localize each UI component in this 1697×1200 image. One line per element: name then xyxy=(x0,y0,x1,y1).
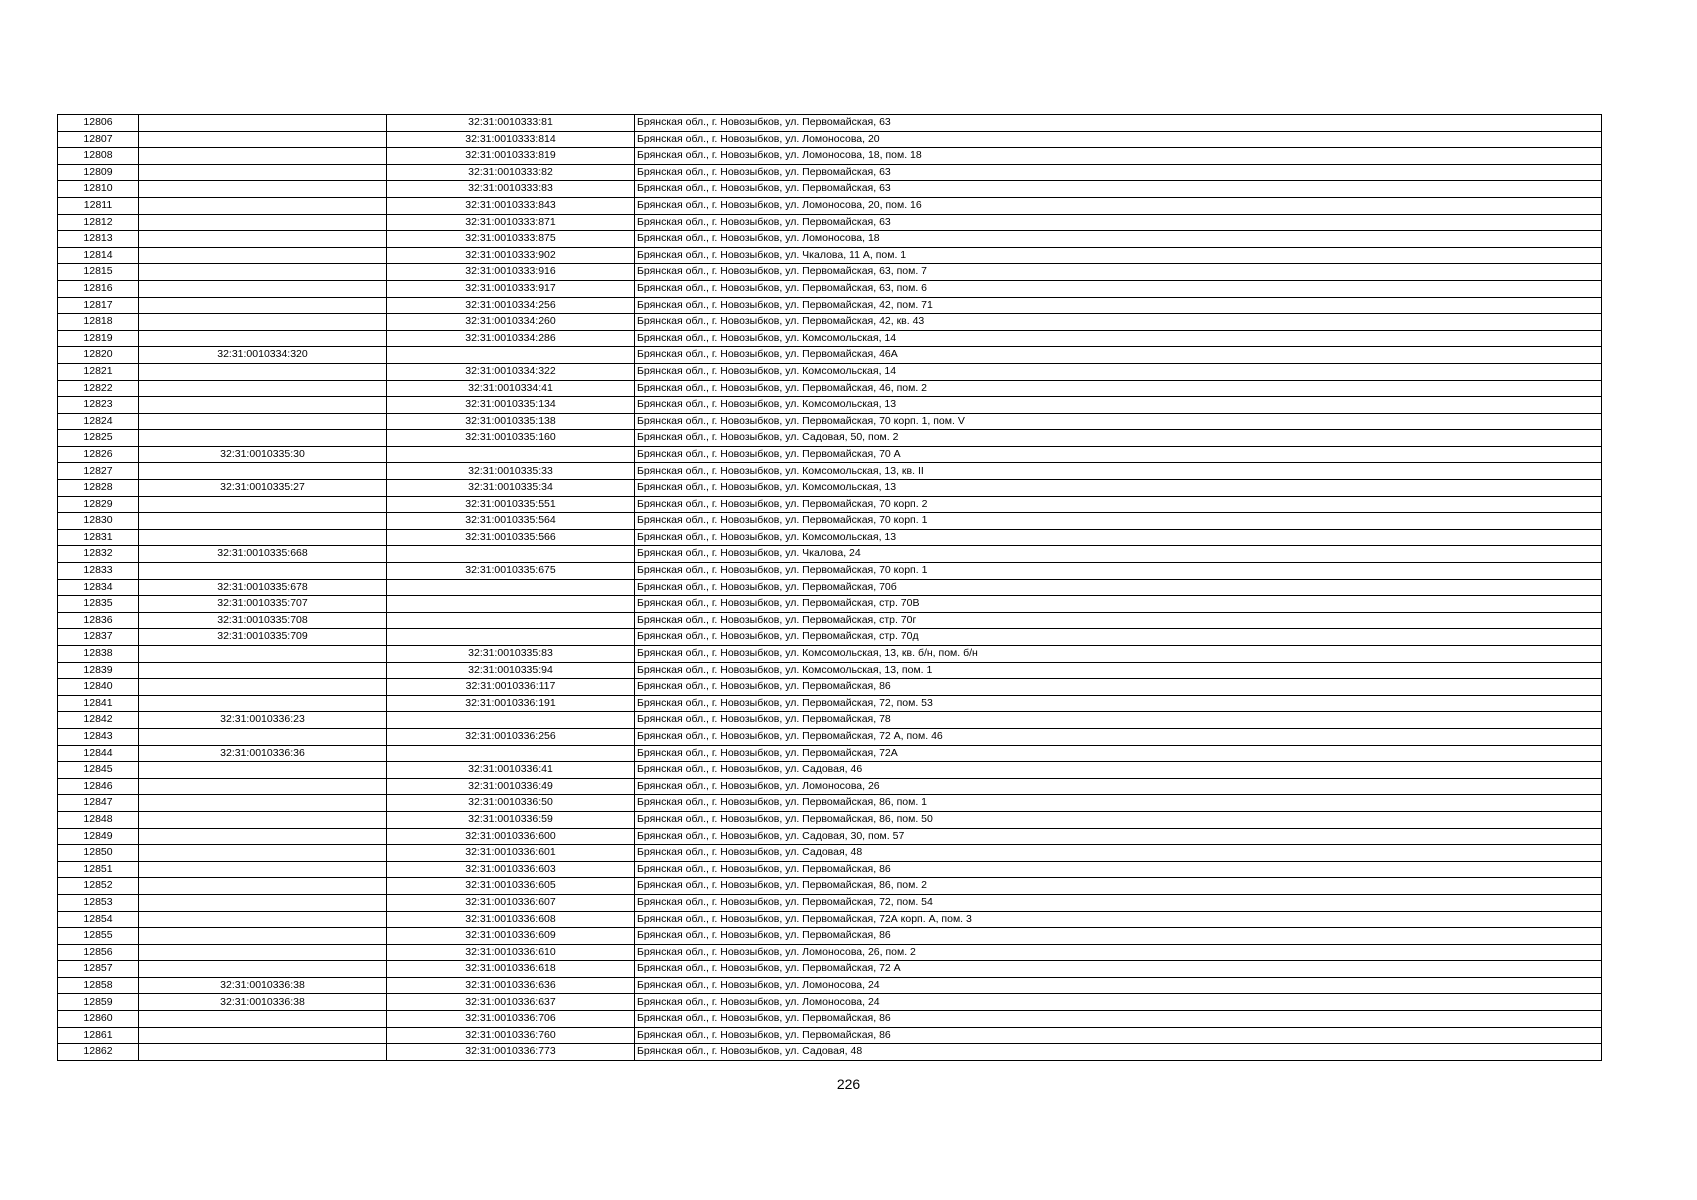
building-cadastral-number-cell: 32:31:0010336:600 xyxy=(387,828,635,845)
row-number-cell: 12829 xyxy=(58,496,139,513)
land-cadastral-number-cell xyxy=(139,496,387,513)
table-row xyxy=(58,297,1602,314)
address-cell: Брянская обл., г. Новозыбков, ул. Первомайская, 86 xyxy=(635,928,1602,945)
address-cell: Брянская обл., г. Новозыбков, ул. Комсомольская, 13, кв. II xyxy=(635,463,1602,480)
building-cadastral-number-cell: 32:31:0010335:675 xyxy=(387,563,635,580)
building-cadastral-number-cell: 32:31:0010336:41 xyxy=(387,762,635,779)
row-number-cell: 12826 xyxy=(58,446,139,463)
address-cell: Брянская обл., г. Новозыбков, ул. Чкалова, 11 А, пом. 1 xyxy=(635,247,1602,264)
row-number-cell: 12813 xyxy=(58,231,139,248)
address-cell: Брянская обл., г. Новозыбков, ул. Первомайская, 46, пом. 2 xyxy=(635,380,1602,397)
table-row xyxy=(58,894,1602,911)
page-number: 226 xyxy=(836,1076,861,1092)
address-cell: Брянская обл., г. Новозыбков, ул. Первомайская, 70 корп. 1 xyxy=(635,563,1602,580)
row-number-cell: 12854 xyxy=(58,911,139,928)
building-cadastral-number-cell: 32:31:0010335:33 xyxy=(387,463,635,480)
land-cadastral-number-cell xyxy=(139,1044,387,1061)
table-row xyxy=(58,446,1602,463)
table-row xyxy=(58,231,1602,248)
land-cadastral-number-cell xyxy=(139,762,387,779)
row-number-cell: 12853 xyxy=(58,894,139,911)
address-cell: Брянская обл., г. Новозыбков, ул. Комсомольская, 14 xyxy=(635,363,1602,380)
row-number-cell: 12817 xyxy=(58,297,139,314)
building-cadastral-number-cell: 32:31:0010333:917 xyxy=(387,280,635,297)
land-cadastral-number-cell xyxy=(139,778,387,795)
row-number-cell: 12825 xyxy=(58,430,139,447)
land-cadastral-number-cell: 32:31:0010335:678 xyxy=(139,579,387,596)
table-row xyxy=(58,612,1602,629)
registry-table-body xyxy=(58,115,1602,1061)
land-cadastral-number-cell: 32:31:0010336:23 xyxy=(139,712,387,729)
address-cell: Брянская обл., г. Новозыбков, ул. Комсомольская, 13, кв. б/н, пом. б/н xyxy=(635,646,1602,663)
address-cell: Брянская обл., г. Новозыбков, ул. Садовая, 50, пом. 2 xyxy=(635,430,1602,447)
address-cell: Брянская обл., г. Новозыбков, ул. Первомайская, 70б xyxy=(635,579,1602,596)
building-cadastral-number-cell: 32:31:0010335:138 xyxy=(387,413,635,430)
building-cadastral-number-cell xyxy=(387,347,635,364)
row-number-cell: 12811 xyxy=(58,197,139,214)
table-row xyxy=(58,413,1602,430)
row-number-cell: 12839 xyxy=(58,662,139,679)
row-number-cell: 12836 xyxy=(58,612,139,629)
land-cadastral-number-cell xyxy=(139,911,387,928)
land-cadastral-number-cell xyxy=(139,828,387,845)
table-row xyxy=(58,181,1602,198)
address-cell: Брянская обл., г. Новозыбков, ул. Первомайская, 63 xyxy=(635,214,1602,231)
table-row xyxy=(58,546,1602,563)
building-cadastral-number-cell: 32:31:0010333:83 xyxy=(387,181,635,198)
table-row xyxy=(58,994,1602,1011)
building-cadastral-number-cell: 32:31:0010334:256 xyxy=(387,297,635,314)
address-cell: Брянская обл., г. Новозыбков, ул. Садовая, 30, пом. 57 xyxy=(635,828,1602,845)
land-cadastral-number-cell xyxy=(139,811,387,828)
row-number-cell: 12856 xyxy=(58,944,139,961)
table-row xyxy=(58,745,1602,762)
building-cadastral-number-cell: 32:31:0010333:916 xyxy=(387,264,635,281)
building-cadastral-number-cell xyxy=(387,446,635,463)
row-number-cell: 12848 xyxy=(58,811,139,828)
land-cadastral-number-cell xyxy=(139,894,387,911)
address-cell: Брянская обл., г. Новозыбков, ул. Первомайская, 63 xyxy=(635,181,1602,198)
row-number-cell: 12859 xyxy=(58,994,139,1011)
row-number-cell: 12846 xyxy=(58,778,139,795)
table-row xyxy=(58,463,1602,480)
building-cadastral-number-cell: 32:31:0010335:160 xyxy=(387,430,635,447)
row-number-cell: 12845 xyxy=(58,762,139,779)
land-cadastral-number-cell xyxy=(139,264,387,281)
building-cadastral-number-cell xyxy=(387,745,635,762)
registry-table xyxy=(57,114,1602,1061)
table-row xyxy=(58,695,1602,712)
row-number-cell: 12819 xyxy=(58,330,139,347)
row-number-cell: 12820 xyxy=(58,347,139,364)
address-cell: Брянская обл., г. Новозыбков, ул. Первомайская, 63 xyxy=(635,164,1602,181)
address-cell: Брянская обл., г. Новозыбков, ул. Первомайская, 63, пом. 6 xyxy=(635,280,1602,297)
row-number-cell: 12816 xyxy=(58,280,139,297)
address-cell: Брянская обл., г. Новозыбков, ул. Чкалова, 24 xyxy=(635,546,1602,563)
row-number-cell: 12837 xyxy=(58,629,139,646)
table-row xyxy=(58,314,1602,331)
table-row xyxy=(58,961,1602,978)
address-cell: Брянская обл., г. Новозыбков, ул. Ломоносова, 18 xyxy=(635,231,1602,248)
land-cadastral-number-cell xyxy=(139,413,387,430)
building-cadastral-number-cell: 32:31:0010336:706 xyxy=(387,1011,635,1028)
land-cadastral-number-cell: 32:31:0010336:36 xyxy=(139,745,387,762)
table-row xyxy=(58,728,1602,745)
address-cell: Брянская обл., г. Новозыбков, ул. Садовая, 46 xyxy=(635,762,1602,779)
row-number-cell: 12827 xyxy=(58,463,139,480)
address-cell: Брянская обл., г. Новозыбков, ул. Первомайская, 70 корп. 1, пом. V xyxy=(635,413,1602,430)
row-number-cell: 12855 xyxy=(58,928,139,945)
table-row xyxy=(58,330,1602,347)
address-cell: Брянская обл., г. Новозыбков, ул. Садовая, 48 xyxy=(635,845,1602,862)
building-cadastral-number-cell xyxy=(387,596,635,613)
table-row xyxy=(58,280,1602,297)
land-cadastral-number-cell xyxy=(139,197,387,214)
land-cadastral-number-cell xyxy=(139,1027,387,1044)
building-cadastral-number-cell: 32:31:0010335:566 xyxy=(387,529,635,546)
address-cell: Брянская обл., г. Новозыбков, ул. Ломоносова, 18, пом. 18 xyxy=(635,148,1602,165)
land-cadastral-number-cell: 32:31:0010334:320 xyxy=(139,347,387,364)
land-cadastral-number-cell xyxy=(139,297,387,314)
land-cadastral-number-cell xyxy=(139,247,387,264)
land-cadastral-number-cell: 32:31:0010336:38 xyxy=(139,977,387,994)
address-cell: Брянская обл., г. Новозыбков, ул. Первомайская, стр. 70г xyxy=(635,612,1602,629)
land-cadastral-number-cell xyxy=(139,861,387,878)
table-row xyxy=(58,380,1602,397)
address-cell: Брянская обл., г. Новозыбков, ул. Первомайская, 72 А, пом. 46 xyxy=(635,728,1602,745)
row-number-cell: 12840 xyxy=(58,679,139,696)
row-number-cell: 12842 xyxy=(58,712,139,729)
table-row xyxy=(58,164,1602,181)
building-cadastral-number-cell: 32:31:0010336:601 xyxy=(387,845,635,862)
land-cadastral-number-cell xyxy=(139,646,387,663)
address-cell: Брянская обл., г. Новозыбков, ул. Первомайская, 86 xyxy=(635,1011,1602,1028)
table-row xyxy=(58,148,1602,165)
building-cadastral-number-cell: 32:31:0010334:322 xyxy=(387,363,635,380)
building-cadastral-number-cell: 32:31:0010335:83 xyxy=(387,646,635,663)
building-cadastral-number-cell: 32:31:0010335:564 xyxy=(387,513,635,530)
address-cell: Брянская обл., г. Новозыбков, ул. Первомайская, 70 корп. 2 xyxy=(635,496,1602,513)
building-cadastral-number-cell xyxy=(387,712,635,729)
building-cadastral-number-cell xyxy=(387,579,635,596)
building-cadastral-number-cell xyxy=(387,546,635,563)
table-row xyxy=(58,629,1602,646)
row-number-cell: 12815 xyxy=(58,264,139,281)
table-row xyxy=(58,712,1602,729)
table-row xyxy=(58,397,1602,414)
address-cell: Брянская обл., г. Новозыбков, ул. Первомайская, 70 корп. 1 xyxy=(635,513,1602,530)
address-cell: Брянская обл., г. Новозыбков, ул. Ломоносова, 26 xyxy=(635,778,1602,795)
building-cadastral-number-cell: 32:31:0010336:117 xyxy=(387,679,635,696)
table-row xyxy=(58,596,1602,613)
row-number-cell: 12838 xyxy=(58,646,139,663)
row-number-cell: 12850 xyxy=(58,845,139,862)
table-row xyxy=(58,115,1602,132)
building-cadastral-number-cell xyxy=(387,629,635,646)
table-row xyxy=(58,911,1602,928)
table-row xyxy=(58,347,1602,364)
land-cadastral-number-cell xyxy=(139,878,387,895)
land-cadastral-number-cell xyxy=(139,148,387,165)
building-cadastral-number-cell: 32:31:0010333:819 xyxy=(387,148,635,165)
table-row xyxy=(58,496,1602,513)
land-cadastral-number-cell xyxy=(139,961,387,978)
building-cadastral-number-cell: 32:31:0010335:551 xyxy=(387,496,635,513)
table-row xyxy=(58,778,1602,795)
row-number-cell: 12834 xyxy=(58,579,139,596)
land-cadastral-number-cell: 32:31:0010336:38 xyxy=(139,994,387,1011)
row-number-cell: 12818 xyxy=(58,314,139,331)
building-cadastral-number-cell: 32:31:0010336:607 xyxy=(387,894,635,911)
address-cell: Брянская обл., г. Новозыбков, ул. Первомайская, стр. 70В xyxy=(635,596,1602,613)
table-row xyxy=(58,563,1602,580)
building-cadastral-number-cell: 32:31:0010336:608 xyxy=(387,911,635,928)
building-cadastral-number-cell: 32:31:0010336:773 xyxy=(387,1044,635,1061)
row-number-cell: 12823 xyxy=(58,397,139,414)
address-cell: Брянская обл., г. Новозыбков, ул. Первомайская, 46А xyxy=(635,347,1602,364)
land-cadastral-number-cell xyxy=(139,131,387,148)
land-cadastral-number-cell xyxy=(139,380,387,397)
building-cadastral-number-cell: 32:31:0010334:41 xyxy=(387,380,635,397)
row-number-cell: 12812 xyxy=(58,214,139,231)
address-cell: Брянская обл., г. Новозыбков, ул. Первомайская, 86, пом. 50 xyxy=(635,811,1602,828)
land-cadastral-number-cell xyxy=(139,181,387,198)
land-cadastral-number-cell: 32:31:0010335:707 xyxy=(139,596,387,613)
land-cadastral-number-cell xyxy=(139,529,387,546)
building-cadastral-number-cell: 32:31:0010336:760 xyxy=(387,1027,635,1044)
building-cadastral-number-cell: 32:31:0010333:814 xyxy=(387,131,635,148)
row-number-cell: 12862 xyxy=(58,1044,139,1061)
row-number-cell: 12833 xyxy=(58,563,139,580)
land-cadastral-number-cell xyxy=(139,231,387,248)
table-row xyxy=(58,679,1602,696)
table-row xyxy=(58,480,1602,497)
address-cell: Брянская обл., г. Новозыбков, ул. Ломоносова, 24 xyxy=(635,977,1602,994)
land-cadastral-number-cell xyxy=(139,679,387,696)
address-cell: Брянская обл., г. Новозыбков, ул. Первомайская, 86 xyxy=(635,679,1602,696)
building-cadastral-number-cell: 32:31:0010336:256 xyxy=(387,728,635,745)
table-row xyxy=(58,529,1602,546)
table-row xyxy=(58,1011,1602,1028)
table-row xyxy=(58,1044,1602,1061)
land-cadastral-number-cell xyxy=(139,728,387,745)
address-cell: Брянская обл., г. Новозыбков, ул. Комсомольская, 13 xyxy=(635,529,1602,546)
table-row xyxy=(58,928,1602,945)
land-cadastral-number-cell xyxy=(139,363,387,380)
land-cadastral-number-cell xyxy=(139,214,387,231)
table-row xyxy=(58,646,1602,663)
address-cell: Брянская обл., г. Новозыбков, ул. Первомайская, стр. 70д xyxy=(635,629,1602,646)
address-cell: Брянская обл., г. Новозыбков, ул. Комсомольская, 13 xyxy=(635,397,1602,414)
table-row xyxy=(58,878,1602,895)
address-cell: Брянская обл., г. Новозыбков, ул. Первомайская, 78 xyxy=(635,712,1602,729)
land-cadastral-number-cell xyxy=(139,513,387,530)
row-number-cell: 12810 xyxy=(58,181,139,198)
building-cadastral-number-cell: 32:31:0010336:637 xyxy=(387,994,635,1011)
building-cadastral-number-cell: 32:31:0010333:875 xyxy=(387,231,635,248)
table-row xyxy=(58,579,1602,596)
address-cell: Брянская обл., г. Новозыбков, ул. Комсомольская, 13, пом. 1 xyxy=(635,662,1602,679)
address-cell: Брянская обл., г. Новозыбков, ул. Первомайская, 86 xyxy=(635,861,1602,878)
address-cell: Брянская обл., г. Новозыбков, ул. Комсомольская, 14 xyxy=(635,330,1602,347)
address-cell: Брянская обл., г. Новозыбков, ул. Первомайская, 63, пом. 7 xyxy=(635,264,1602,281)
building-cadastral-number-cell xyxy=(387,612,635,629)
table-row xyxy=(58,811,1602,828)
building-cadastral-number-cell: 32:31:0010333:81 xyxy=(387,115,635,132)
address-cell: Брянская обл., г. Новозыбков, ул. Ломоносова, 20, пом. 16 xyxy=(635,197,1602,214)
address-cell: Брянская обл., г. Новозыбков, ул. Первомайская, 72А корп. А, пом. 3 xyxy=(635,911,1602,928)
land-cadastral-number-cell xyxy=(139,795,387,812)
address-cell: Брянская обл., г. Новозыбков, ул. Ломоносова, 20 xyxy=(635,131,1602,148)
land-cadastral-number-cell: 32:31:0010335:668 xyxy=(139,546,387,563)
table-row xyxy=(58,845,1602,862)
land-cadastral-number-cell: 32:31:0010335:708 xyxy=(139,612,387,629)
address-cell: Брянская обл., г. Новозыбков, ул. Первомайская, 86, пом. 2 xyxy=(635,878,1602,895)
table-row xyxy=(58,430,1602,447)
row-number-cell: 12831 xyxy=(58,529,139,546)
land-cadastral-number-cell xyxy=(139,115,387,132)
table-row xyxy=(58,214,1602,231)
land-cadastral-number-cell xyxy=(139,944,387,961)
table-row xyxy=(58,247,1602,264)
building-cadastral-number-cell: 32:31:0010334:286 xyxy=(387,330,635,347)
row-number-cell: 12860 xyxy=(58,1011,139,1028)
address-cell: Брянская обл., г. Новозыбков, ул. Первомайская, 72А xyxy=(635,745,1602,762)
table-row xyxy=(58,197,1602,214)
building-cadastral-number-cell: 32:31:0010336:50 xyxy=(387,795,635,812)
building-cadastral-number-cell: 32:31:0010336:609 xyxy=(387,928,635,945)
row-number-cell: 12844 xyxy=(58,745,139,762)
row-number-cell: 12847 xyxy=(58,795,139,812)
building-cadastral-number-cell: 32:31:0010336:618 xyxy=(387,961,635,978)
row-number-cell: 12822 xyxy=(58,380,139,397)
row-number-cell: 12807 xyxy=(58,131,139,148)
row-number-cell: 12861 xyxy=(58,1027,139,1044)
address-cell: Брянская обл., г. Новозыбков, ул. Первомайская, 63 xyxy=(635,115,1602,132)
table-row xyxy=(58,1027,1602,1044)
land-cadastral-number-cell xyxy=(139,928,387,945)
row-number-cell: 12857 xyxy=(58,961,139,978)
land-cadastral-number-cell xyxy=(139,430,387,447)
row-number-cell: 12849 xyxy=(58,828,139,845)
address-cell: Брянская обл., г. Новозыбков, ул. Садовая, 48 xyxy=(635,1044,1602,1061)
row-number-cell: 12830 xyxy=(58,513,139,530)
row-number-cell: 12852 xyxy=(58,878,139,895)
table-row xyxy=(58,795,1602,812)
land-cadastral-number-cell xyxy=(139,563,387,580)
building-cadastral-number-cell: 32:31:0010336:610 xyxy=(387,944,635,961)
land-cadastral-number-cell: 32:31:0010335:709 xyxy=(139,629,387,646)
land-cadastral-number-cell xyxy=(139,314,387,331)
row-number-cell: 12835 xyxy=(58,596,139,613)
land-cadastral-number-cell xyxy=(139,695,387,712)
address-cell: Брянская обл., г. Новозыбков, ул. Первомайская, 72, пом. 54 xyxy=(635,894,1602,911)
building-cadastral-number-cell: 32:31:0010334:260 xyxy=(387,314,635,331)
row-number-cell: 12809 xyxy=(58,164,139,181)
address-cell: Брянская обл., г. Новозыбков, ул. Ломоносова, 26, пом. 2 xyxy=(635,944,1602,961)
land-cadastral-number-cell xyxy=(139,330,387,347)
land-cadastral-number-cell xyxy=(139,463,387,480)
row-number-cell: 12843 xyxy=(58,728,139,745)
table-row xyxy=(58,861,1602,878)
land-cadastral-number-cell xyxy=(139,280,387,297)
table-row xyxy=(58,662,1602,679)
address-cell: Брянская обл., г. Новозыбков, ул. Первомайская, 42, пом. 71 xyxy=(635,297,1602,314)
row-number-cell: 12814 xyxy=(58,247,139,264)
building-cadastral-number-cell: 32:31:0010333:902 xyxy=(387,247,635,264)
address-cell: Брянская обл., г. Новозыбков, ул. Первомайская, 70 А xyxy=(635,446,1602,463)
row-number-cell: 12841 xyxy=(58,695,139,712)
address-cell: Брянская обл., г. Новозыбков, ул. Первомайская, 72 А xyxy=(635,961,1602,978)
land-cadastral-number-cell xyxy=(139,164,387,181)
row-number-cell: 12851 xyxy=(58,861,139,878)
building-cadastral-number-cell: 32:31:0010336:59 xyxy=(387,811,635,828)
building-cadastral-number-cell: 32:31:0010335:94 xyxy=(387,662,635,679)
land-cadastral-number-cell xyxy=(139,397,387,414)
address-cell: Брянская обл., г. Новозыбков, ул. Первомайская, 42, кв. 43 xyxy=(635,314,1602,331)
land-cadastral-number-cell xyxy=(139,662,387,679)
building-cadastral-number-cell: 32:31:0010336:603 xyxy=(387,861,635,878)
table-row xyxy=(58,363,1602,380)
building-cadastral-number-cell: 32:31:0010335:34 xyxy=(387,480,635,497)
table-row xyxy=(58,828,1602,845)
building-cadastral-number-cell: 32:31:0010336:605 xyxy=(387,878,635,895)
address-cell: Брянская обл., г. Новозыбков, ул. Первомайская, 86, пом. 1 xyxy=(635,795,1602,812)
table-row xyxy=(58,762,1602,779)
land-cadastral-number-cell: 32:31:0010335:30 xyxy=(139,446,387,463)
address-cell: Брянская обл., г. Новозыбков, ул. Комсомольская, 13 xyxy=(635,480,1602,497)
table-row xyxy=(58,131,1602,148)
land-cadastral-number-cell xyxy=(139,1011,387,1028)
land-cadastral-number-cell: 32:31:0010335:27 xyxy=(139,480,387,497)
table-row xyxy=(58,264,1602,281)
row-number-cell: 12806 xyxy=(58,115,139,132)
land-cadastral-number-cell xyxy=(139,845,387,862)
table-row xyxy=(58,944,1602,961)
building-cadastral-number-cell: 32:31:0010333:82 xyxy=(387,164,635,181)
address-cell: Брянская обл., г. Новозыбков, ул. Первомайская, 72, пом. 53 xyxy=(635,695,1602,712)
building-cadastral-number-cell: 32:31:0010336:191 xyxy=(387,695,635,712)
building-cadastral-number-cell: 32:31:0010336:636 xyxy=(387,977,635,994)
address-cell: Брянская обл., г. Новозыбков, ул. Ломоносова, 24 xyxy=(635,994,1602,1011)
table-row xyxy=(58,977,1602,994)
row-number-cell: 12808 xyxy=(58,148,139,165)
address-cell: Брянская обл., г. Новозыбков, ул. Первомайская, 86 xyxy=(635,1027,1602,1044)
row-number-cell: 12828 xyxy=(58,480,139,497)
row-number-cell: 12858 xyxy=(58,977,139,994)
table-row xyxy=(58,513,1602,530)
building-cadastral-number-cell: 32:31:0010336:49 xyxy=(387,778,635,795)
building-cadastral-number-cell: 32:31:0010335:134 xyxy=(387,397,635,414)
building-cadastral-number-cell: 32:31:0010333:871 xyxy=(387,214,635,231)
building-cadastral-number-cell: 32:31:0010333:843 xyxy=(387,197,635,214)
row-number-cell: 12824 xyxy=(58,413,139,430)
row-number-cell: 12821 xyxy=(58,363,139,380)
row-number-cell: 12832 xyxy=(58,546,139,563)
